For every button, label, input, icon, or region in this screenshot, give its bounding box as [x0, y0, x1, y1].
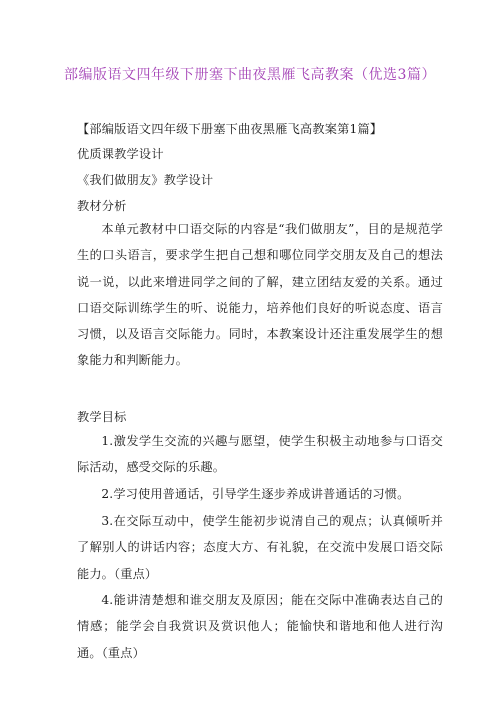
objective-item-3: 3.在交际互动中，使学生能初步说清自己的观点；认真倾听并了解别人的讲话内容；态度大方、有礼貌，在交流中发展口语交际能力。（重点） — [77, 514, 443, 581]
section-heading: 【部编版语文四年级下册塞下曲夜黑雁飞高教案第1篇】 — [77, 122, 383, 136]
objective-item-1: 1.激发学生交流的兴趣与愿望，使学生积极主动地参与口语交际活动，感受交际的乐趣。 — [77, 434, 443, 475]
lesson-title: 《我们做朋友》教学设计 — [77, 173, 214, 187]
objectives-heading: 教学目标 — [77, 410, 127, 424]
objective-item-4: 4.能讲清楚想和谁交朋友及原因；能在交际中准确表达自己的情感；能学会自我赏识及赏识他人；能愉快和谐地和他人进行沟通。（重点） — [77, 593, 443, 660]
analysis-heading: 教材分析 — [77, 199, 127, 213]
subheading-quality-lesson: 优质课教学设计 — [77, 147, 164, 161]
document-title: 部编版语文四年级下册塞下曲夜黑雁飞高教案（优选3篇） — [64, 67, 436, 83]
analysis-paragraph: 本单元教材中口语交际的内容是“我们做朋友”，目的是规范学生的口头语言，要求学生把自己想和哪位同学交朋友及自己的想法说一说，以此来增进同学之间的了解，建立团结友爱的关系。通过口语交际训练学生的听、说能力，培养他们良好的听说态度、语言习惯，以及语言交际能力。同时，本教案设计还注重发展学生的想象能力和判断能力。 — [77, 222, 443, 368]
objective-item-2: 2.学习使用普通话，引导学生逐步养成讲普通话的习惯。 — [101, 487, 410, 501]
